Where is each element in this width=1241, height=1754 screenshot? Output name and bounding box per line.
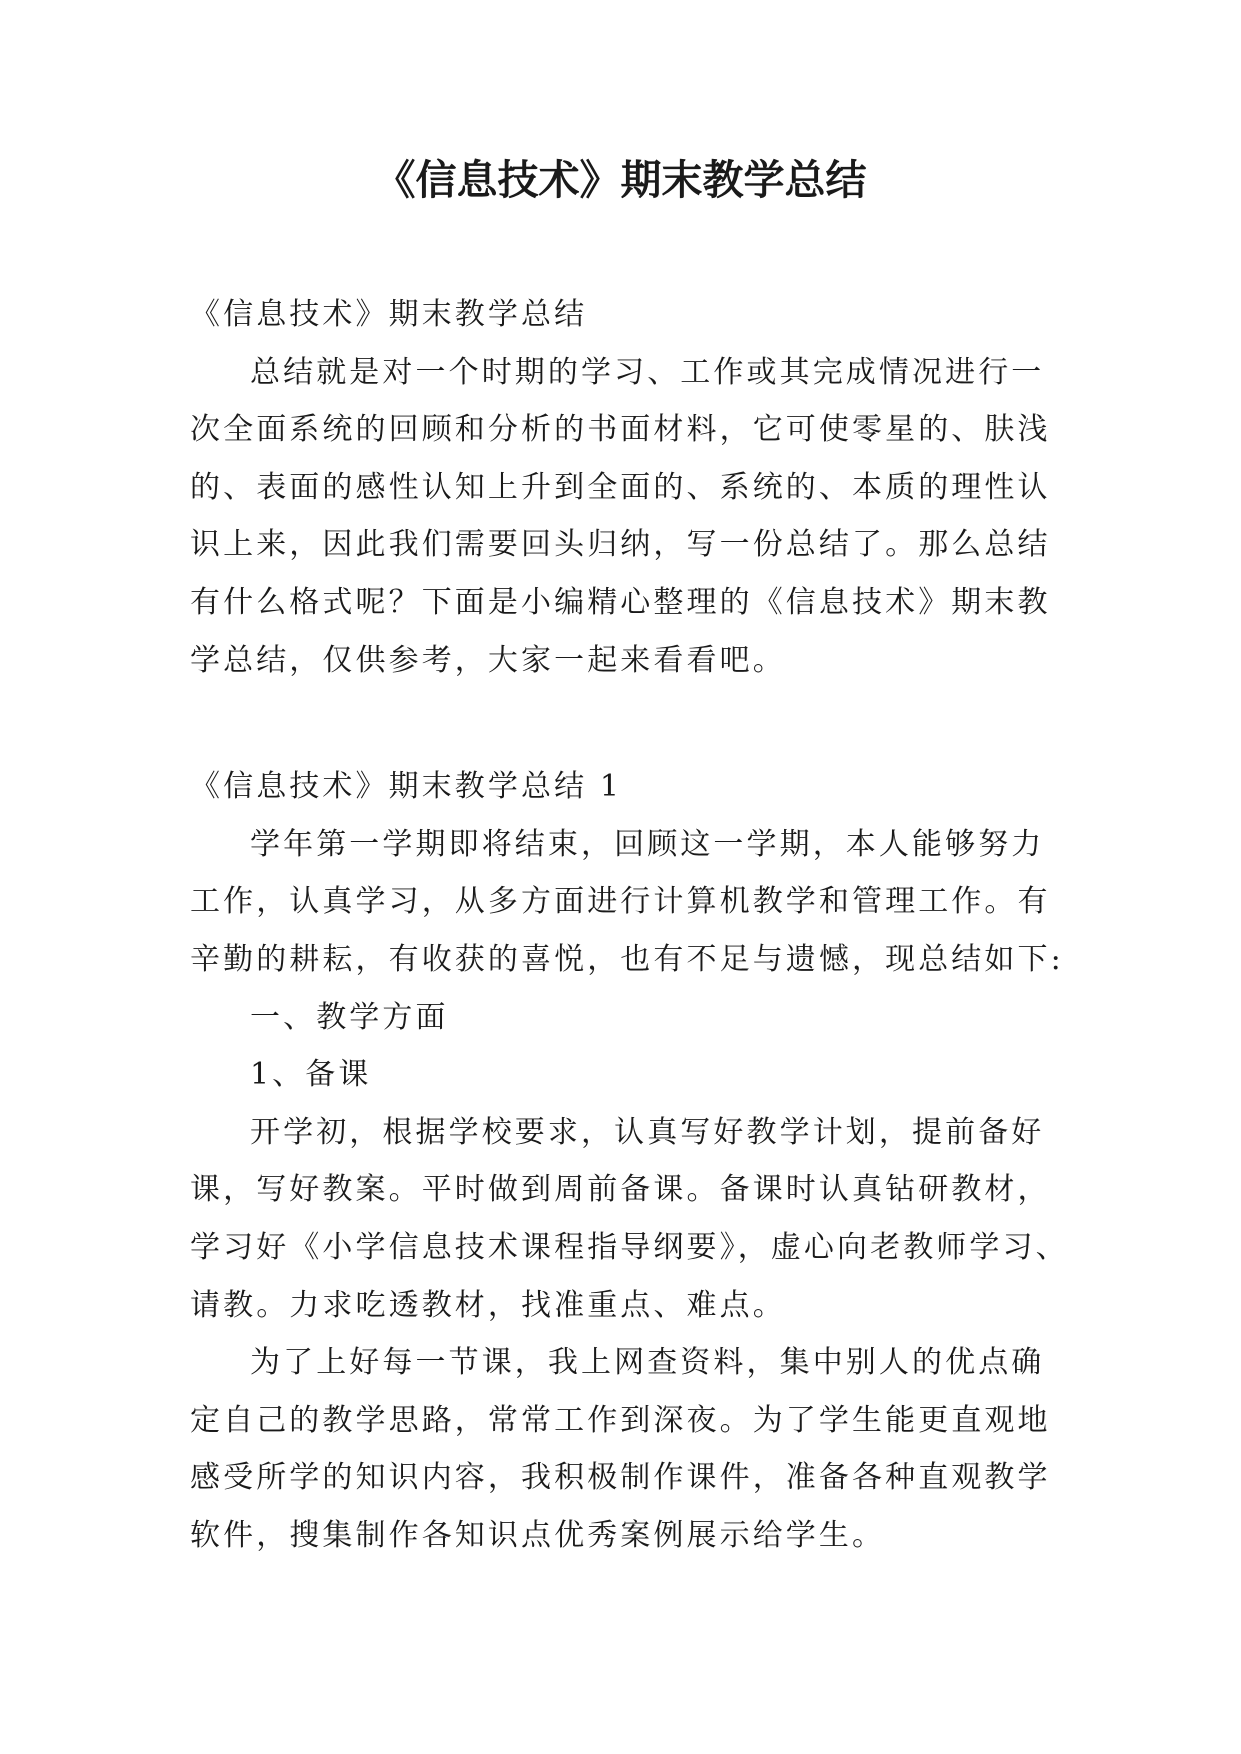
subheading-prep: 1、备课 xyxy=(250,1057,372,1093)
document-title: 《信息技术》期末教学总结 xyxy=(374,156,867,204)
section-spacer xyxy=(190,689,1070,758)
section-heading: 《信息技术》期末教学总结 1 xyxy=(190,769,623,805)
intro-heading: 《信息技术》期末教学总结 xyxy=(190,297,588,332)
document-body xyxy=(190,286,1070,1564)
subheading-teaching: 一、教学方面 xyxy=(250,999,449,1035)
section-paragraph: 学年第一学期即将结束，回顾这一学期，本人能够努力工作，认真学习，从多方面进行计算机教学和管理工作。有辛勤的耕耘，有收获的喜悦，也有不足与遗憾，现总结如下: xyxy=(190,826,1064,977)
prep-paragraph: 开学初，根据学校要求，认真写好教学计划，提前备好课，写好教案。平时做到周前备课。备课时认真钻研教材，学习好《小学信息技术课程指导纲要》，虚心向老教师学习、请教。力求吃透教材，找准重点、难点。 xyxy=(190,1114,1069,1323)
prep-paragraph: 为了上好每一节课，我上网查资料，集中别人的优点确定自己的教学思路，常常工作到深夜。为了学生能更直观地感受所学的知识内容，我积极制作课件，准备各种直观教学软件，搜集制作各知识点优秀案例展示给学生。 xyxy=(190,1345,1051,1553)
intro-paragraph: 总结就是对一个时期的学习、工作或其完成情况进行一次全面系统的回顾和分析的书面材料，它可使零星的、肤浅的、表面的感性认知上升到全面的、系统的、本质的理性认识上来，因此我们需要回头归纳，写一份总结了。那么总结有什么格式呢？下面是小编精心整理的《信息技术》期末教学总结，仅供参考，大家一起来看看吧。 xyxy=(190,354,1051,678)
